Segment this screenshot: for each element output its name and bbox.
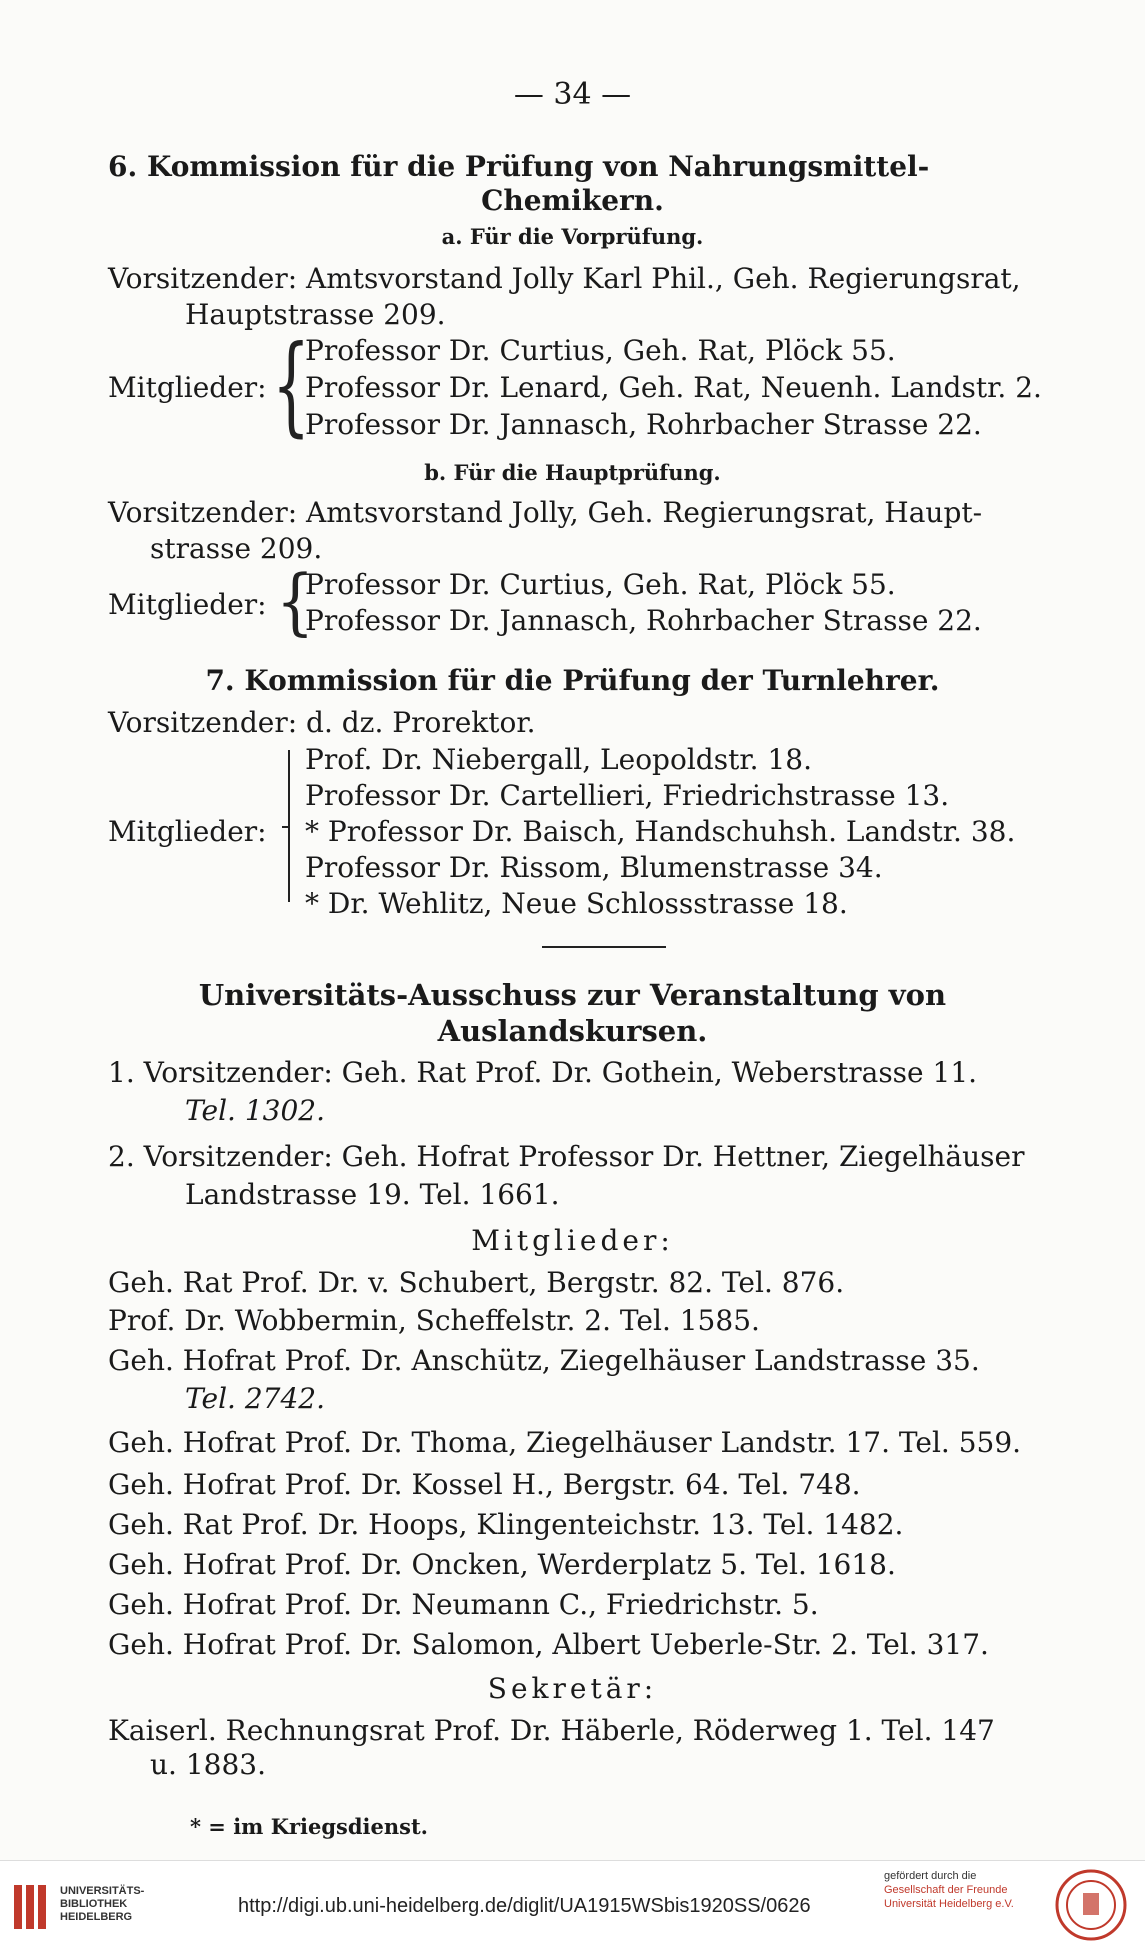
committee-member: Geh. Rat Prof. Dr. v. Schubert, Bergstr. 82. Tel. 876. [108, 1266, 845, 1299]
footnote: * = im Kriegsdienst. [190, 1814, 428, 1839]
section6-heading-line2: Chemikern. [481, 184, 664, 217]
section6-sub-b: b. Für die Hauptprüfung. [424, 460, 721, 485]
section6-b-chair-line1: Vorsitzender: Amtsvorstand Jolly, Geh. Regierungsrat, Haupt- [108, 496, 983, 529]
section6-a-chair-line2: Hauptstrasse 209. [185, 298, 446, 331]
digitization-footer [0, 1860, 1145, 1947]
library-name: UNIVERSITÄTS- BIBLIOTHEK HEIDELBERG [60, 1885, 145, 1923]
committee-heading-line1: Universitäts-Ausschuss zur Veranstaltung von [198, 978, 947, 1012]
section6-a-member: Professor Dr. Lenard, Geh. Rat, Neuenh. Landstr. 2. [305, 371, 1042, 404]
section7-member: * Dr. Wehlitz, Neue Schlossstrasse 18. [305, 887, 848, 920]
page-number: — 34 — [513, 77, 632, 112]
university-seal-icon [1055, 1869, 1127, 1941]
committee-member: Prof. Dr. Wobbermin, Scheffelstr. 2. Tel. 1585. [108, 1304, 760, 1337]
sponsor-note: gefördert durch die Gesellschaft der Freunde Universität Heidelberg e.V. [884, 1870, 1014, 1910]
section7-member: Professor Dr. Rissom, Blumenstrasse 34. [305, 851, 883, 884]
committee-secretary-line2: u. 1883. [150, 1748, 266, 1781]
divider [542, 946, 666, 948]
source-url-link[interactable]: http://digi.ub.uni-heidelberg.de/diglit/UA1915WSbis1920SS/0626 [238, 1895, 811, 1917]
section6-a-member: Professor Dr. Curtius, Geh. Rat, Plöck 55. [305, 334, 896, 367]
section7-member: Prof. Dr. Niebergall, Leopoldstr. 18. [305, 743, 812, 776]
section7-heading: 7. Kommission für die Prüfung der Turnlehrer. [205, 664, 940, 697]
committee-member: Geh. Hofrat Prof. Dr. Thoma, Ziegelhäuser Landstr. 17. Tel. 559. [108, 1426, 1022, 1459]
section6-a-members-label: Mitglieder: [108, 371, 267, 404]
committee-secretary-line1: Kaiserl. Rechnungsrat Prof. Dr. Häberle, Röderweg 1. Tel. 147 [108, 1714, 995, 1747]
committee-chair2-line2: Landstrasse 19. Tel. 1661. [185, 1178, 560, 1211]
committee-secretary-heading: Sekretär: [487, 1672, 658, 1705]
section6-a-chair-line1: Vorsitzender: Amtsvorstand Jolly Karl Phil., Geh. Regierungsrat, [108, 262, 1021, 295]
section6-sub-a: a. Für die Vorprüfung. [441, 224, 704, 249]
committee-member: Geh. Hofrat Prof. Dr. Kossel H., Bergstr. 64. Tel. 748. [108, 1468, 861, 1501]
section6-a-member: Professor Dr. Jannasch, Rohrbacher Strasse 22. [305, 408, 982, 441]
committee-member: Geh. Hofrat Prof. Dr. Salomon, Albert Ueberle-Str. 2. Tel. 317. [108, 1628, 989, 1661]
section7-member: * Professor Dr. Baisch, Handschuhsh. Landstr. 38. [305, 815, 1016, 848]
brace-bar [282, 826, 290, 828]
brace-icon: { [272, 323, 311, 449]
committee-member: Geh. Hofrat Prof. Dr. Neumann C., Friedrichstr. 5. [108, 1588, 819, 1621]
library-logo-icon [12, 1881, 50, 1933]
section6-b-chair-line2: strasse 209. [150, 532, 323, 565]
section6-heading-line1: 6. Kommission für die Prüfung von Nahrungsmittel- [108, 150, 930, 183]
brace-icon: { [276, 560, 315, 644]
section7-member: Professor Dr. Cartellieri, Friedrichstrasse 13. [305, 779, 950, 812]
section7-members-label: Mitglieder: [108, 815, 267, 848]
section7-chair: Vorsitzender: d. dz. Prorektor. [108, 706, 536, 739]
committee-member: Geh. Hofrat Prof. Dr. Oncken, Werderplatz 5. Tel. 1618. [108, 1548, 896, 1581]
section6-b-member: Professor Dr. Jannasch, Rohrbacher Strasse 22. [305, 604, 982, 637]
committee-chair1-line2: Tel. 1302. [185, 1094, 325, 1127]
committee-chair1-line1: 1. Vorsitzender: Geh. Rat Prof. Dr. Gothein, Weberstrasse 11. [108, 1056, 978, 1089]
section6-b-members-label: Mitglieder: [108, 588, 267, 621]
committee-chair2-line1: 2. Vorsitzender: Geh. Hofrat Professor Dr. Hettner, Ziegelhäuser [108, 1140, 1025, 1173]
committee-member: Tel. 2742. [185, 1382, 325, 1415]
section6-b-member: Professor Dr. Curtius, Geh. Rat, Plöck 55. [305, 568, 896, 601]
committee-members-heading: Mitglieder: [471, 1224, 674, 1257]
committee-heading-line2: Auslandskursen. [437, 1014, 708, 1048]
committee-member: Geh. Rat Prof. Dr. Hoops, Klingenteichstr. 13. Tel. 1482. [108, 1508, 904, 1541]
committee-member: Geh. Hofrat Prof. Dr. Anschütz, Ziegelhäuser Landstrasse 35. [108, 1344, 980, 1377]
